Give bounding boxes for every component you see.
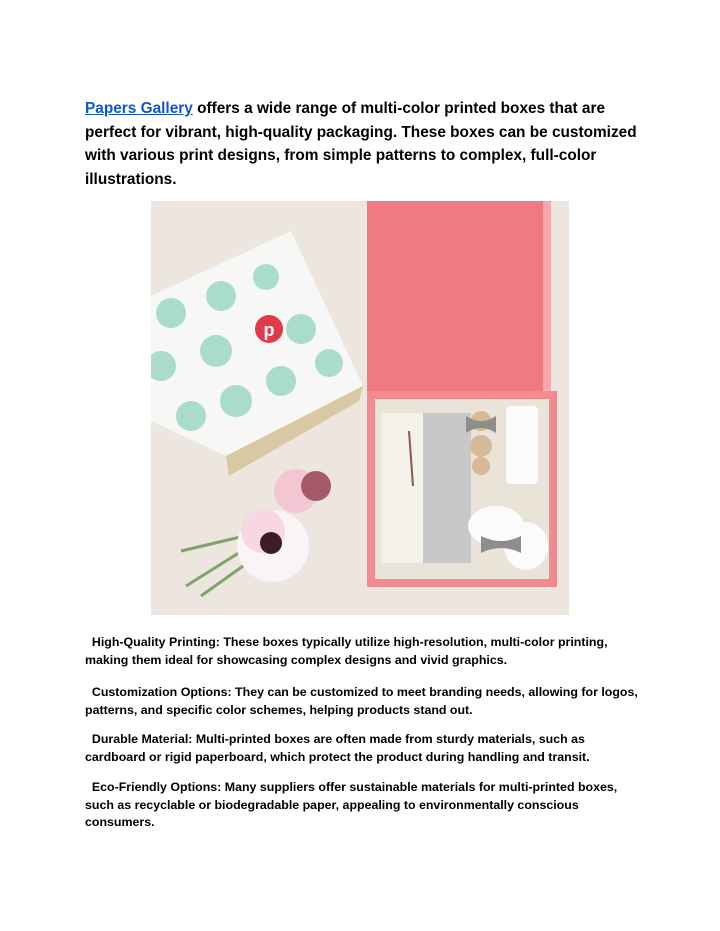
paragraph-durable-material: Durable Material: Multi-printed boxes are often made from sturdy materials, such as cardboard or rigid paperboard, which protect the product during handling and transit.: [85, 732, 590, 764]
paragraph-customization-options: Customization Options: They can be customized to meet branding needs, allowing for logos, patterns, and specific color schemes, helping products stand out.: [85, 685, 642, 717]
intro-text: offers a wide range of multi-color printed boxes that are perfect for vibrant, high-quality packaging. These boxes can be customized with various print designs, from simple patterns to complex, full-color illustrations.: [85, 100, 637, 188]
gift-box-illustration: [151, 201, 569, 615]
intro-paragraph: [85, 97, 645, 191]
paragraph-eco-friendly-options: Eco-Friendly Options: Many suppliers offer sustainable materials for multi-printed boxes, such as recyclable or biodegradable paper, appealing to environmentally conscious consumers.: [85, 780, 621, 829]
box-logo: p: [263, 320, 275, 340]
papers-gallery-link[interactable]: Papers Gallery: [85, 100, 193, 117]
pink-gift-box: [367, 201, 557, 587]
paragraph-high-quality-printing: High-Quality Printing: These boxes typically utilize high-resolution, multi-color printing, making them ideal for showcasing complex designs and vivid graphics.: [85, 635, 611, 667]
product-photo: [151, 201, 569, 615]
